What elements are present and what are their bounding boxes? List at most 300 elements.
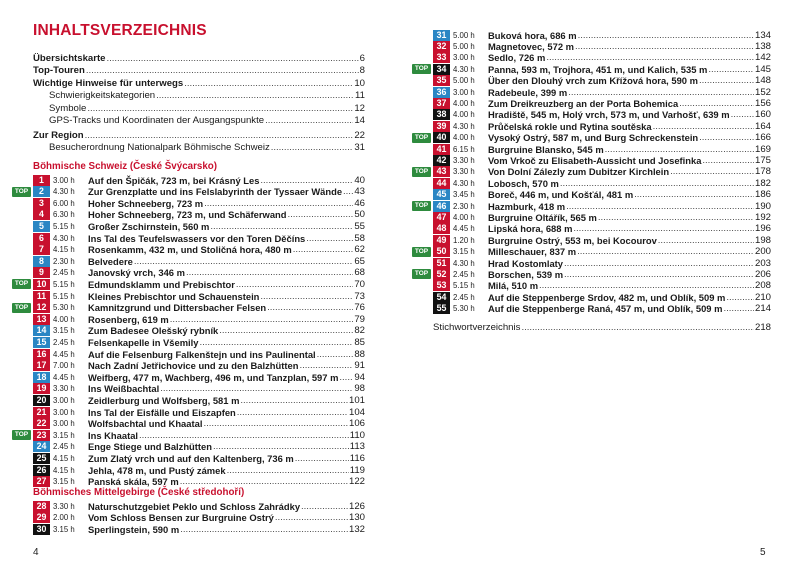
tour-entry[interactable] bbox=[33, 500, 365, 512]
toc-entry[interactable] bbox=[49, 103, 365, 115]
tour-number-badge: 44 bbox=[433, 178, 450, 189]
toc-entry[interactable] bbox=[33, 78, 365, 90]
tour-duration: 6.30 h bbox=[53, 210, 75, 220]
section-heading-boehmische-schweiz: Böhmische Schweiz (České Švýcarsko) bbox=[33, 161, 218, 172]
tour-page: 192 bbox=[754, 211, 771, 223]
tour-entry[interactable] bbox=[433, 40, 771, 52]
tour-number-badge: 9 bbox=[33, 267, 50, 278]
tour-number-badge: 42 bbox=[433, 155, 450, 166]
tour-title: Průčelská rokle und Rytina soutěska bbox=[488, 120, 652, 132]
tour-duration: 3.15 h bbox=[453, 247, 475, 257]
tour-number-badge: 41 bbox=[433, 144, 450, 155]
tour-page: 152 bbox=[754, 86, 771, 98]
leader-dots bbox=[708, 64, 754, 75]
tour-page: 190 bbox=[754, 200, 771, 212]
tour-duration: 4.00 h bbox=[53, 314, 75, 324]
leader-dots bbox=[566, 201, 754, 212]
tour-title: Burgruine Oltářík, 565 m bbox=[488, 211, 597, 223]
tour-page: 148 bbox=[754, 75, 771, 87]
tour-page: 79 bbox=[354, 313, 365, 325]
tour-number-badge: 11 bbox=[33, 291, 50, 302]
tour-number-badge: 38 bbox=[433, 109, 450, 120]
tour-duration: 4.45 h bbox=[53, 372, 75, 382]
tour-title: Nach Zadní Jetřichovice und zu den Balzhütten bbox=[88, 360, 299, 372]
leader-dots bbox=[184, 78, 353, 90]
tour-page: 68 bbox=[354, 267, 365, 279]
tour-number-badge: 26 bbox=[33, 465, 50, 476]
tour-page: 126 bbox=[348, 500, 365, 512]
tour-number-badge: 34 bbox=[433, 64, 450, 75]
tour-entry[interactable] bbox=[33, 348, 365, 360]
tour-page: 156 bbox=[754, 97, 771, 109]
tour-title: Edmundsklamm und Prebischtor bbox=[88, 278, 235, 290]
leader-dots bbox=[301, 501, 348, 512]
tour-title: Panská skála, 597 m bbox=[88, 476, 179, 488]
section-heading-mittelgebirge: Böhmisches Mittelgebirge (České středohoří) bbox=[33, 487, 245, 498]
tour-duration: 3.45 h bbox=[453, 190, 475, 200]
tour-entry[interactable] bbox=[433, 143, 771, 155]
tour-duration: 4.00 h bbox=[453, 212, 475, 222]
tour-number-badge: 35 bbox=[433, 75, 450, 86]
tour-title: Vom Schloss Bensen zur Burgruine Ostrý bbox=[88, 512, 274, 524]
tour-title: Großer Zschirnstein, 560 m bbox=[88, 220, 210, 232]
leader-dots bbox=[186, 267, 353, 278]
tour-number-badge: 3 bbox=[33, 198, 50, 209]
tour-page: 82 bbox=[354, 325, 365, 337]
tour-title: Felsenkapelle in Všemily bbox=[88, 336, 199, 348]
tour-number-badge: 30 bbox=[33, 524, 50, 535]
tour-title: Zum Dreikreuzberg an der Porta Bohemica bbox=[488, 97, 679, 109]
tour-duration: 3.00 h bbox=[53, 175, 75, 185]
top-tour-badge: TOP bbox=[412, 247, 431, 257]
tour-title: Burgruine Ostrý, 553 m, bei Kocourov bbox=[488, 234, 657, 246]
tour-title: Auf den Špičák, 723 m, bei Krásný Les bbox=[88, 174, 260, 186]
tour-duration: 4.30 h bbox=[453, 64, 475, 74]
tour-number-badge: 5 bbox=[33, 221, 50, 232]
tour-entry[interactable] bbox=[33, 244, 365, 256]
tour-duration: 5.30 h bbox=[453, 304, 475, 314]
top-tour-badge: TOP bbox=[412, 133, 431, 143]
tour-entry[interactable] bbox=[433, 211, 771, 223]
tour-title: Burgruine Blansko, 545 m bbox=[488, 143, 604, 155]
tour-page: 138 bbox=[754, 40, 771, 52]
tour-entry[interactable] bbox=[33, 313, 365, 325]
tour-title: Naturschutzgebiet Peklo und Schloss Zahrádky bbox=[88, 500, 301, 512]
tour-entry[interactable] bbox=[433, 280, 771, 292]
tour-page: 62 bbox=[354, 244, 365, 256]
tour-page: 196 bbox=[754, 223, 771, 235]
tour-number-badge: 54 bbox=[433, 292, 450, 303]
leader-dots bbox=[227, 465, 349, 476]
tour-number-badge: 51 bbox=[433, 258, 450, 269]
tour-duration: 4.00 h bbox=[453, 110, 475, 120]
tour-entry[interactable] bbox=[433, 200, 771, 212]
leader-dots bbox=[702, 155, 754, 166]
tour-page: 43 bbox=[354, 186, 365, 198]
tour-title: Ins Tal des Teufelswassers vor den Toren Děčíns bbox=[88, 232, 306, 244]
tour-duration: 4.00 h bbox=[453, 98, 475, 108]
tour-duration: 1.20 h bbox=[453, 235, 475, 245]
leader-dots bbox=[267, 302, 353, 313]
tour-title: Weifberg, 477 m, Wachberg, 496 m, und Tanzplan, 597 m bbox=[88, 371, 339, 383]
tour-number-badge: 43 bbox=[433, 166, 450, 177]
tour-duration: 2.45 h bbox=[453, 269, 475, 279]
tour-page: 166 bbox=[754, 132, 771, 144]
tour-number-badge: 21 bbox=[33, 407, 50, 418]
tour-title: Radebeule, 399 m bbox=[488, 86, 568, 98]
tour-number-badge: 48 bbox=[433, 223, 450, 234]
tour-duration: 6.00 h bbox=[53, 198, 75, 208]
tour-entry[interactable] bbox=[433, 257, 771, 269]
tour-title: Lobosch, 570 m bbox=[488, 177, 559, 189]
tour-page: 106 bbox=[348, 418, 365, 430]
tour-entry[interactable] bbox=[33, 452, 365, 464]
tour-entry[interactable] bbox=[33, 394, 365, 406]
tour-number-badge: 45 bbox=[433, 189, 450, 200]
tour-page: 65 bbox=[354, 255, 365, 267]
tour-title: Sedlo, 726 m bbox=[488, 52, 546, 64]
tour-number-badge: 25 bbox=[33, 453, 50, 464]
toc-entry-page: 8 bbox=[359, 65, 365, 77]
tour-page: 122 bbox=[348, 476, 365, 488]
tour-entry[interactable] bbox=[433, 303, 771, 315]
tour-title: Auf die Steppenberge Srdov, 482 m, und Oblík, 509 m bbox=[488, 291, 726, 303]
toc-entry-label: Übersichtskarte bbox=[33, 53, 106, 64]
tour-page: 208 bbox=[754, 280, 771, 292]
tour-number-badge: 4 bbox=[33, 209, 50, 220]
tour-page: 104 bbox=[348, 406, 365, 418]
tour-title: Jehla, 478 m, und Pustý zámek bbox=[88, 464, 226, 476]
tour-entry[interactable] bbox=[433, 97, 771, 109]
top-tour-badge: TOP bbox=[412, 269, 431, 279]
top-tour-badge: TOP bbox=[412, 201, 431, 211]
leader-dots bbox=[293, 244, 354, 255]
tour-duration: 4.00 h bbox=[453, 133, 475, 143]
tour-page: 132 bbox=[348, 523, 365, 535]
tour-duration: 5.15 h bbox=[53, 221, 75, 231]
tour-entry[interactable] bbox=[33, 464, 365, 476]
tour-page: 142 bbox=[754, 52, 771, 64]
toc-entry-page: 6 bbox=[359, 53, 365, 64]
tour-number-badge: 23 bbox=[33, 430, 50, 441]
tour-duration: 4.30 h bbox=[453, 258, 475, 268]
tour-title: Magnetovec, 572 m bbox=[488, 40, 574, 52]
tour-number-badge: 13 bbox=[33, 314, 50, 325]
tour-number-badge: 28 bbox=[33, 501, 50, 512]
toc-entry[interactable] bbox=[33, 130, 365, 142]
leader-dots bbox=[170, 314, 354, 325]
toc-entry-page: 22 bbox=[354, 130, 365, 141]
tour-entry[interactable] bbox=[33, 429, 365, 441]
tour-title: Zum Badesee Olešský rybník bbox=[88, 325, 219, 337]
tour-page: 160 bbox=[754, 109, 771, 121]
tour-duration: 3.00 h bbox=[53, 419, 75, 429]
tour-title: Borschen, 539 m bbox=[488, 268, 564, 280]
tour-page: 200 bbox=[754, 246, 771, 258]
tour-number-badge: 15 bbox=[33, 337, 50, 348]
tour-title: Hoher Schneeberg, 723 m, und Schäferwand bbox=[88, 209, 287, 221]
toc-entry[interactable] bbox=[49, 90, 365, 102]
tour-duration: 5.15 h bbox=[53, 279, 75, 289]
tour-entry[interactable] bbox=[33, 186, 365, 198]
tour-title: Von Dolní Zálezly zum Dubitzer Kirchlein bbox=[488, 166, 670, 178]
leader-dots bbox=[156, 90, 354, 102]
toc-title: INHALTSVERZEICHNIS bbox=[33, 22, 207, 39]
tour-duration: 4.30 h bbox=[453, 121, 475, 131]
tour-entry[interactable] bbox=[433, 223, 771, 235]
tour-entry[interactable] bbox=[33, 197, 365, 209]
leader-dots bbox=[564, 258, 754, 269]
tour-page: 134 bbox=[754, 29, 771, 41]
tour-entry[interactable] bbox=[433, 52, 771, 64]
index-entry[interactable] bbox=[433, 322, 771, 334]
tour-entry[interactable] bbox=[33, 383, 365, 395]
tour-duration: 2.45 h bbox=[453, 292, 475, 302]
tour-duration: 3.30 h bbox=[453, 167, 475, 177]
leader-dots bbox=[236, 279, 353, 290]
tour-title: Hradiště, 545 m, Holý vrch, 573 m, und Varhošť, 639 m bbox=[488, 109, 730, 121]
tour-entry[interactable] bbox=[33, 278, 365, 290]
tour-title: Enge Stiege und Balzhütten bbox=[88, 441, 212, 453]
tour-number-badge: 36 bbox=[433, 87, 450, 98]
tour-number-badge: 49 bbox=[433, 235, 450, 246]
tour-title: Zur Grenzplatte und ins Felslabyrinth der Tyssaer Wände bbox=[88, 186, 343, 198]
tour-page: 130 bbox=[348, 512, 365, 524]
tour-duration: 3.15 h bbox=[53, 524, 75, 534]
tour-title: Sperlingstein, 590 m bbox=[88, 523, 180, 535]
leader-dots bbox=[605, 144, 754, 155]
tour-entry[interactable] bbox=[33, 476, 365, 488]
leader-dots bbox=[219, 325, 353, 336]
leader-dots bbox=[213, 441, 349, 452]
tour-entry[interactable] bbox=[33, 232, 365, 244]
tour-number-badge: 22 bbox=[33, 418, 50, 429]
tour-number-badge: 47 bbox=[433, 212, 450, 223]
top-tour-badge: TOP bbox=[412, 64, 431, 74]
leader-dots bbox=[575, 41, 754, 52]
leader-dots bbox=[564, 269, 754, 280]
leader-dots bbox=[568, 87, 754, 98]
tour-page: 94 bbox=[354, 371, 365, 383]
index-label: Stichwortverzeichnis bbox=[433, 322, 521, 333]
tour-number-badge: 53 bbox=[433, 280, 450, 291]
tour-number-badge: 16 bbox=[33, 349, 50, 360]
tour-entry[interactable] bbox=[433, 166, 771, 178]
tour-page: 182 bbox=[754, 177, 771, 189]
tour-duration: 6.15 h bbox=[453, 144, 475, 154]
tour-duration: 4.15 h bbox=[53, 245, 75, 255]
tour-duration: 4.30 h bbox=[53, 187, 75, 197]
tour-number-badge: 27 bbox=[33, 476, 50, 487]
tour-entry[interactable] bbox=[33, 371, 365, 383]
tour-duration: 3.30 h bbox=[53, 501, 75, 511]
tour-entry[interactable] bbox=[33, 209, 365, 221]
tour-page: 70 bbox=[354, 278, 365, 290]
leader-dots bbox=[86, 65, 359, 77]
tour-title: Lipská hora, 688 m bbox=[488, 223, 573, 235]
tour-title: Kleines Prebischtor und Schauenstein bbox=[88, 290, 260, 302]
tour-title: Zeidlerburg und Wolfsberg, 581 m bbox=[88, 394, 240, 406]
leader-dots bbox=[343, 186, 353, 197]
tour-page: 206 bbox=[754, 268, 771, 280]
tour-entry[interactable] bbox=[33, 290, 365, 302]
tour-duration: 5.00 h bbox=[453, 30, 475, 40]
tour-page: 101 bbox=[348, 394, 365, 406]
toc-entry-label: Zur Region bbox=[33, 130, 84, 141]
tour-number-badge: 37 bbox=[433, 98, 450, 109]
tour-page: 113 bbox=[349, 441, 365, 453]
tour-entry[interactable] bbox=[33, 523, 365, 535]
tour-number-badge: 10 bbox=[33, 279, 50, 290]
leader-dots bbox=[260, 175, 353, 186]
top-tour-badge: TOP bbox=[12, 303, 31, 313]
tour-page: 91 bbox=[354, 360, 365, 372]
tour-entry[interactable] bbox=[433, 189, 771, 201]
tour-title: Vom Vrkoč zu Elisabeth-Aussicht und Josefinka bbox=[488, 154, 702, 166]
leader-dots bbox=[260, 291, 353, 302]
tour-page: 203 bbox=[754, 257, 771, 269]
tour-page: 186 bbox=[754, 189, 771, 201]
tour-number-badge: 33 bbox=[433, 52, 450, 63]
toc-entry[interactable] bbox=[33, 53, 365, 65]
tour-entry[interactable] bbox=[433, 268, 771, 280]
tour-duration: 4.15 h bbox=[53, 465, 75, 475]
tour-entry[interactable] bbox=[433, 86, 771, 98]
leader-dots bbox=[560, 178, 754, 189]
leader-dots bbox=[180, 476, 348, 487]
tour-duration: 2.30 h bbox=[453, 201, 475, 211]
tour-title: Auf die Steppenberge Raná, 457 m, und Oblík, 509 m bbox=[488, 303, 723, 315]
tour-duration: 4.45 h bbox=[53, 349, 75, 359]
tour-number-badge: 32 bbox=[433, 41, 450, 52]
tour-title: Vysoký Ostrý, 587 m, und Burg Schreckenstein bbox=[488, 132, 699, 144]
tour-duration: 4.30 h bbox=[53, 233, 75, 243]
tour-entry[interactable] bbox=[433, 154, 771, 166]
leader-dots bbox=[306, 233, 353, 244]
toc-entry[interactable] bbox=[49, 115, 365, 127]
leader-dots bbox=[210, 221, 353, 232]
tour-entry[interactable] bbox=[33, 255, 365, 267]
tour-entry[interactable] bbox=[433, 29, 771, 41]
leader-dots bbox=[546, 52, 754, 63]
tour-duration: 2.00 h bbox=[53, 513, 75, 523]
leader-dots bbox=[679, 98, 754, 109]
leader-dots bbox=[573, 223, 754, 234]
leader-dots bbox=[240, 395, 348, 406]
tour-entry[interactable] bbox=[33, 512, 365, 524]
leader-dots bbox=[160, 383, 353, 394]
tour-entry[interactable] bbox=[33, 336, 365, 348]
toc-entry-page: 11 bbox=[355, 90, 365, 102]
tour-page: 98 bbox=[354, 383, 365, 395]
leader-dots bbox=[134, 256, 354, 267]
tour-title: Hrad Kostomlaty bbox=[488, 257, 564, 269]
tour-entry[interactable] bbox=[33, 441, 365, 453]
tour-duration: 5.15 h bbox=[53, 291, 75, 301]
index-page: 218 bbox=[754, 322, 771, 333]
tour-number-badge: 14 bbox=[33, 325, 50, 336]
leader-dots bbox=[317, 349, 354, 360]
tour-number-badge: 7 bbox=[33, 244, 50, 255]
tour-page: 198 bbox=[754, 234, 771, 246]
toc-entry-label: GPS-Tracks und Koordinaten der Ausgangspunkte bbox=[49, 115, 265, 126]
top-tour-badge: TOP bbox=[12, 279, 31, 289]
tour-entry[interactable] bbox=[433, 120, 771, 132]
tour-title: Ins Tal der Eisfälle und Eiszapfen bbox=[88, 406, 236, 418]
tour-number-badge: 29 bbox=[33, 512, 50, 523]
tour-entry[interactable] bbox=[33, 325, 365, 337]
tour-entry[interactable] bbox=[33, 220, 365, 232]
tour-entry[interactable] bbox=[433, 246, 771, 258]
leader-dots bbox=[598, 212, 754, 223]
tour-entry[interactable] bbox=[433, 63, 771, 75]
tour-number-badge: 8 bbox=[33, 256, 50, 267]
tour-duration: 3.00 h bbox=[53, 395, 75, 405]
tour-number-badge: 52 bbox=[433, 269, 450, 280]
tour-duration: 3.15 h bbox=[53, 326, 75, 336]
tour-entry[interactable] bbox=[33, 302, 365, 314]
tour-title: Boreč, 446 m, und Košťál, 481 m bbox=[488, 189, 634, 201]
tour-title: Hoher Schneeberg, 723 m bbox=[88, 197, 204, 209]
tour-page: 50 bbox=[354, 209, 365, 221]
tour-entry[interactable] bbox=[433, 109, 771, 121]
tour-number-badge: 12 bbox=[33, 302, 50, 313]
leader-dots bbox=[299, 360, 353, 371]
toc-entry-label: Top-Touren bbox=[33, 65, 85, 77]
tour-entry[interactable] bbox=[33, 267, 365, 279]
tour-entry[interactable] bbox=[33, 360, 365, 372]
tour-entry[interactable] bbox=[433, 177, 771, 189]
toc-entry-label: Wichtige Hinweise für unterwegs bbox=[33, 77, 184, 89]
tour-entry[interactable] bbox=[33, 406, 365, 418]
tour-duration: 2.45 h bbox=[53, 337, 75, 347]
tour-title: Rosenberg, 619 m bbox=[88, 313, 169, 325]
tour-entry[interactable] bbox=[33, 418, 365, 430]
tour-duration: 2.45 h bbox=[53, 442, 75, 452]
tour-entry[interactable] bbox=[433, 132, 771, 144]
leader-dots bbox=[339, 372, 353, 383]
tour-number-badge: 1 bbox=[33, 175, 50, 186]
tour-number-badge: 20 bbox=[33, 395, 50, 406]
toc-entry-label: Symbole bbox=[49, 102, 87, 114]
tour-entry[interactable] bbox=[433, 75, 771, 87]
toc-entry[interactable] bbox=[49, 142, 365, 154]
tour-entry[interactable] bbox=[33, 174, 365, 186]
tour-duration: 2.30 h bbox=[53, 256, 75, 266]
tour-entry[interactable] bbox=[433, 234, 771, 246]
tour-title: Milá, 510 m bbox=[488, 280, 539, 292]
tour-title: Über den Dlouhý vrch zum Křížová hora, 590 m bbox=[488, 75, 698, 87]
tour-entry[interactable] bbox=[433, 291, 771, 303]
leader-dots bbox=[699, 132, 754, 143]
tour-page: 116 bbox=[349, 452, 365, 464]
leader-dots bbox=[699, 75, 754, 86]
leader-dots bbox=[578, 30, 754, 41]
leader-dots bbox=[204, 198, 353, 209]
leader-dots bbox=[723, 303, 754, 314]
leader-dots bbox=[731, 109, 754, 120]
tour-duration: 3.00 h bbox=[453, 87, 475, 97]
toc-entry[interactable] bbox=[33, 65, 365, 77]
leader-dots bbox=[539, 280, 754, 291]
leader-dots bbox=[670, 166, 754, 177]
tour-page: 55 bbox=[354, 220, 365, 232]
tour-number-badge: 39 bbox=[433, 121, 450, 132]
leader-dots bbox=[107, 53, 359, 65]
leader-dots bbox=[634, 189, 754, 200]
tour-title: Zum Zlatý vrch und auf den Kaltenberg, 736 m bbox=[88, 452, 294, 464]
tour-title: Panna, 593 m, Trojhora, 451 m, und Kalich, 535 m bbox=[488, 63, 708, 75]
